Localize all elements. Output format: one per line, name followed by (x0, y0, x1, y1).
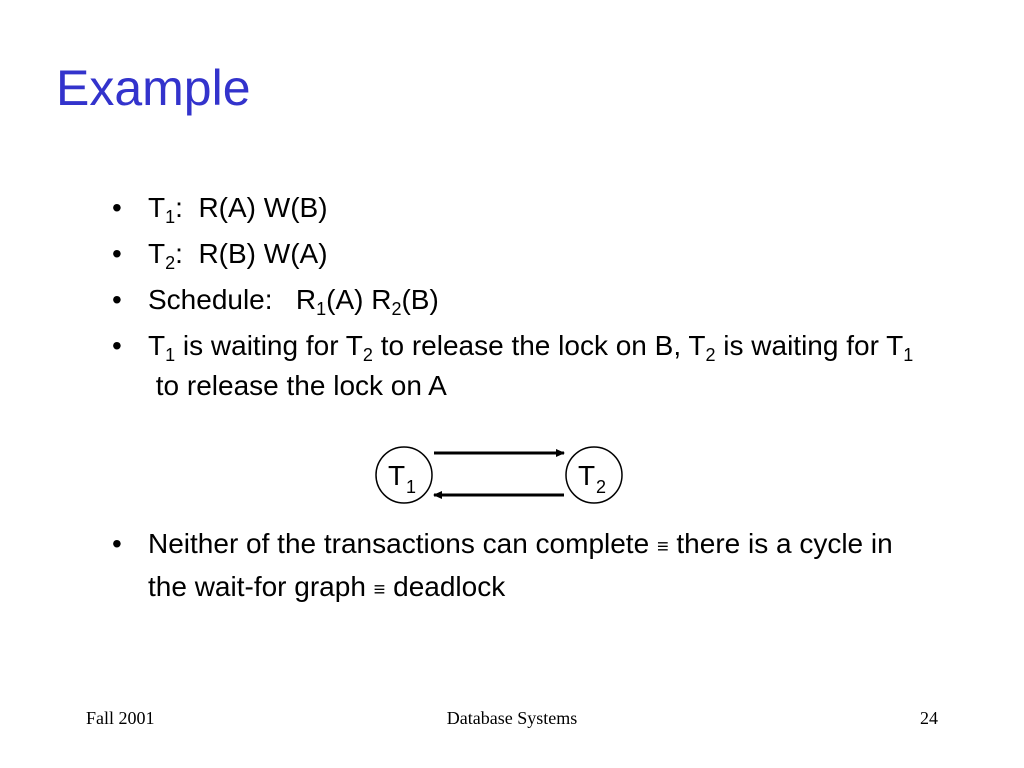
conclusion-list (108, 524, 928, 616)
bullet-list (108, 188, 928, 412)
waiting-a: is waiting for T (175, 330, 363, 361)
waiting-c: is waiting for T (715, 330, 904, 361)
waiting-d: to release the lock on A (148, 370, 447, 401)
waiting-t: T (148, 330, 166, 361)
t2-ops: : R(B) W(A) (175, 238, 328, 269)
t1-ops: : R(A) W(B) (175, 192, 328, 223)
wait-for-graph (370, 443, 630, 507)
node-t1-sub: 1 (406, 477, 417, 497)
footer-page-number: 24 (920, 708, 938, 728)
graph-node-t1 (376, 447, 432, 503)
bullet-dot: • (112, 284, 122, 315)
slide-title: Example (56, 60, 251, 116)
schedule-sub-1: 1 (316, 299, 327, 319)
node-t2-sub: 2 (596, 477, 607, 497)
schedule-mid: (A) R (326, 284, 392, 315)
node-t1-label: T (388, 460, 406, 491)
schedule-label: Schedule: R (148, 284, 317, 315)
node-t2-label: T (578, 460, 596, 491)
footer-date: Fall 2001 (86, 708, 155, 728)
graph-node-t2 (566, 447, 622, 503)
schedule-sub-2: 2 (391, 299, 402, 319)
t2-sub: 2 (165, 253, 176, 273)
t2-label: T (148, 238, 166, 269)
conclusion-part1: Neither of the transactions can complete (148, 528, 657, 559)
schedule-end: (B) (401, 284, 439, 315)
bullet-dot: • (112, 192, 122, 223)
waiting-sub-3: 2 (705, 345, 716, 365)
waiting-b: to release the lock on B, T (372, 330, 706, 361)
t1-label: T (148, 192, 166, 223)
waiting-sub-2: 2 (362, 345, 373, 365)
bullet-waiting (108, 326, 928, 406)
bullet-t2-ops (108, 234, 928, 274)
footer-course: Database Systems (446, 708, 578, 728)
t1-sub: 1 (165, 207, 176, 227)
bullet-dot: • (112, 238, 122, 269)
conclusion-part2: there is a cycle in the wait-for graph (148, 528, 901, 602)
waiting-sub-1: 1 (165, 345, 176, 365)
bullet-schedule (108, 280, 928, 320)
bullet-dot: • (112, 528, 122, 559)
waiting-sub-4: 1 (903, 345, 914, 365)
bullet-conclusion (108, 524, 928, 610)
equiv-symbol: ≡ (656, 536, 669, 558)
bullet-t1-ops (108, 188, 928, 228)
bullet-dot: • (112, 330, 122, 361)
equiv-symbol: ≡ (373, 579, 386, 601)
conclusion-part3: deadlock (385, 571, 506, 602)
